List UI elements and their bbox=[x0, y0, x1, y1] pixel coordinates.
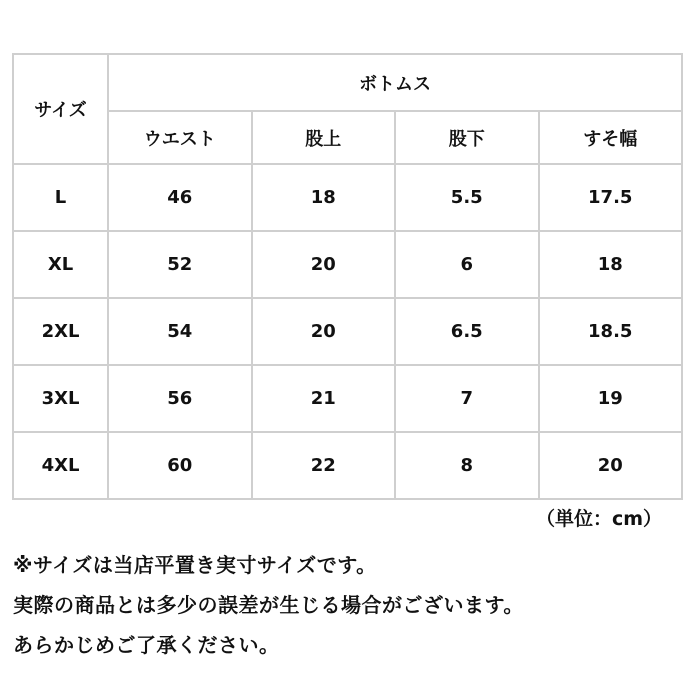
size-cell: L bbox=[13, 164, 108, 231]
table-row bbox=[13, 231, 682, 298]
value-cell: 20 bbox=[539, 432, 683, 499]
size-cell: 3XL bbox=[13, 365, 108, 432]
table-header-row bbox=[13, 54, 682, 111]
note-line: ※サイズは当店平置き実寸サイズです。 bbox=[13, 553, 377, 577]
value-cell: 6.5 bbox=[395, 298, 539, 365]
value-cell: 52 bbox=[108, 231, 252, 298]
note-line: 実際の商品とは多少の誤差が生じる場合がございます。 bbox=[13, 593, 524, 617]
size-cell: 4XL bbox=[13, 432, 108, 499]
value-cell: 18 bbox=[539, 231, 683, 298]
column-header-rise: 股上 bbox=[252, 111, 396, 164]
value-cell: 20 bbox=[252, 231, 396, 298]
value-cell: 19 bbox=[539, 365, 683, 432]
size-cell: XL bbox=[13, 231, 108, 298]
column-header-hem-width: すそ幅 bbox=[539, 111, 683, 164]
value-cell: 56 bbox=[108, 365, 252, 432]
size-chart-table bbox=[12, 53, 683, 500]
value-cell: 21 bbox=[252, 365, 396, 432]
column-header-inseam: 股下 bbox=[395, 111, 539, 164]
note-line: あらかじめご了承ください。 bbox=[13, 633, 280, 657]
value-cell: 60 bbox=[108, 432, 252, 499]
unit-note: （単位：cm） bbox=[535, 508, 662, 530]
bottoms-group-header-cell: ボトムス bbox=[108, 54, 682, 111]
size-header-cell: サイズ bbox=[13, 54, 108, 164]
value-cell: 54 bbox=[108, 298, 252, 365]
table-row bbox=[13, 365, 682, 432]
value-cell: 6 bbox=[395, 231, 539, 298]
column-header-waist: ウエスト bbox=[108, 111, 252, 164]
value-cell: 46 bbox=[108, 164, 252, 231]
value-cell: 8 bbox=[395, 432, 539, 499]
value-cell: 20 bbox=[252, 298, 396, 365]
value-cell: 22 bbox=[252, 432, 396, 499]
value-cell: 7 bbox=[395, 365, 539, 432]
value-cell: 5.5 bbox=[395, 164, 539, 231]
size-cell: 2XL bbox=[13, 298, 108, 365]
table-row bbox=[13, 164, 682, 231]
table-row bbox=[13, 298, 682, 365]
notes bbox=[13, 545, 693, 665]
value-cell: 18.5 bbox=[539, 298, 683, 365]
table-row bbox=[13, 432, 682, 499]
table-subheader-row bbox=[13, 111, 682, 164]
value-cell: 18 bbox=[252, 164, 396, 231]
value-cell: 17.5 bbox=[539, 164, 683, 231]
